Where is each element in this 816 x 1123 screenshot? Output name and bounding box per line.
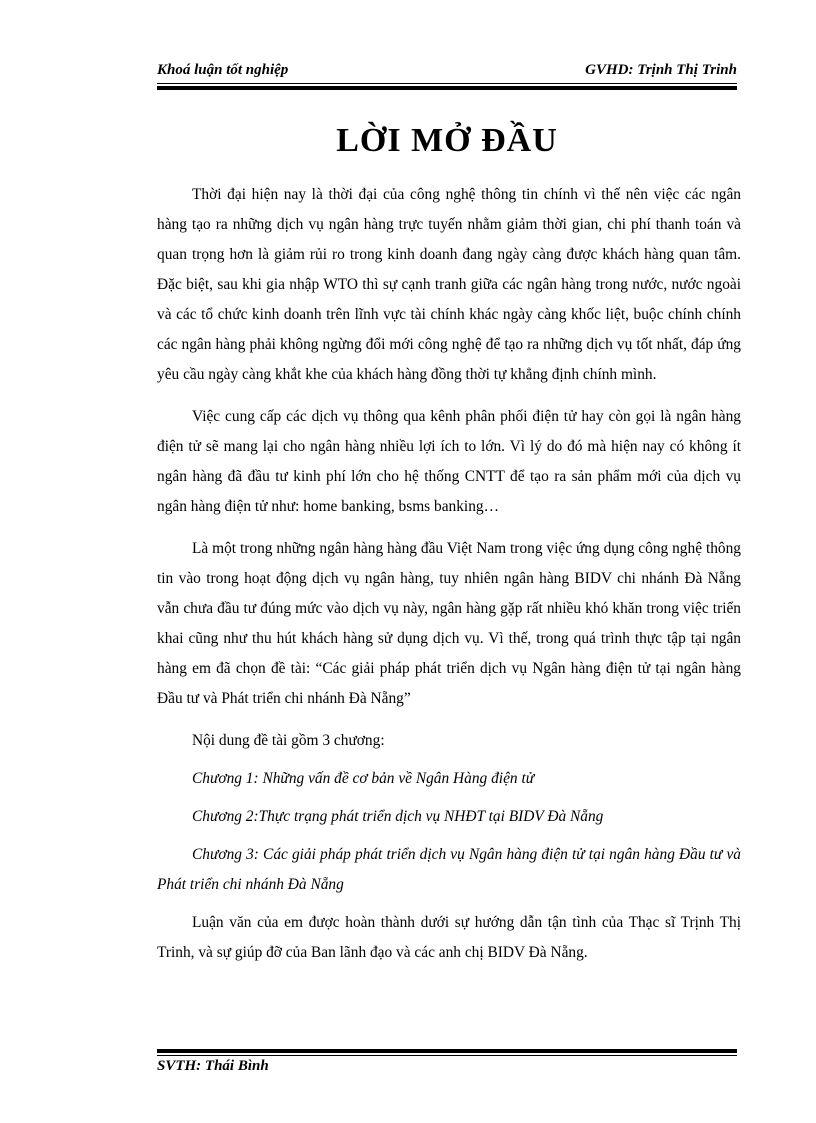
header-rule-thin bbox=[157, 83, 737, 84]
chapter-2: Chương 2:Thực trạng phát triển dịch vụ NHĐT tại BIDV Đà Nẵng bbox=[192, 808, 604, 825]
chapter-3: Chương 3: Các giải pháp phát triển dịch vụ Ngân hàng điện tử tại ngân hàng Đầu tư và Phát triển chi nhánh Đà Nẵng bbox=[157, 846, 741, 893]
chapter-1: Chương 1: Những vấn đề cơ bản về Ngân Hàng điện tử bbox=[192, 770, 535, 787]
document-body bbox=[157, 180, 741, 968]
page-header bbox=[157, 62, 737, 82]
paragraph-3: Là một trong những ngân hàng hàng đầu Việt Nam trong việc ứng dụng công nghệ thông tin vào trong hoạt động dịch vụ ngân hàng, tuy nhiên ngân hàng BIDV chi nhánh Đà Nẵng vẫn chưa đầu tư đúng mức vào dịch vụ này, ngân hàng gặp rất nhiều khó khăn trong việc triển khai cũng như thu hút khách hàng sử dụng dịch vụ. Vì thế, trong quá trình thực tập tại ngân hàng em đã chọn đề tài: “Các giải pháp phát triển dịch vụ Ngân hàng điện tử tại ngân hàng Đầu tư và Phát triển chi nhánh Đà Nẵng” bbox=[157, 540, 741, 707]
paragraph-2: Việc cung cấp các dịch vụ thông qua kênh phân phối điện tử hay còn gọi là ngân hàng điện tử sẽ mang lại cho ngân hàng nhiều lợi ích to lớn. Vì lý do đó mà hiện nay có không ít ngân hàng đã đầu tư kinh phí lớn cho hệ thống CNTT để tạo ra sản phẩm mới của dịch vụ ngân hàng điện tử như: home banking, bsms banking… bbox=[157, 408, 741, 515]
page-title: LỜI MỞ ĐẦU bbox=[336, 122, 558, 159]
header-right: GVHD: Trịnh Thị Trinh bbox=[585, 62, 737, 78]
footer-rule-thin bbox=[157, 1055, 737, 1056]
paragraph-4: Nội dung đề tài gồm 3 chương: bbox=[192, 732, 385, 749]
paragraph-1: Thời đại hiện nay là thời đại của công nghệ thông tin chính vì thế nên việc các ngân hàng tạo ra những dịch vụ ngân hàng trực tuyến nhằm giảm thời gian, chi phí thanh toán và quan trọng hơn là giảm rủi ro trong kinh doanh đang ngày càng được khách hàng quan tâm. Đặc biệt, sau khi gia nhập WTO thì sự cạnh tranh giữa các ngân hàng trong nước, nước ngoài và các tổ chức kinh doanh trên lĩnh vực tài chính khác ngày càng khốc liệt, buộc chính chính các ngân hàng phải không ngừng đổi mới công nghệ để tạo ra những dịch vụ tốt nhất, đáp ứng yêu cầu ngày càng khắt khe của khách hàng đồng thời tự khẳng định chính mình. bbox=[157, 186, 741, 383]
page-footer: SVTH: Thái Bình bbox=[157, 1058, 269, 1074]
header-left: Khoá luận tốt nghiệp bbox=[157, 62, 289, 78]
header-rule-thick bbox=[157, 86, 737, 90]
footer-rule-thick bbox=[157, 1049, 737, 1053]
paragraph-5: Luận văn của em được hoàn thành dưới sự hướng dẫn tận tình của Thạc sĩ Trịnh Thị Trinh, và sự giúp đỡ của Ban lãnh đạo và các anh chị BIDV Đà Nẵng. bbox=[157, 914, 741, 961]
